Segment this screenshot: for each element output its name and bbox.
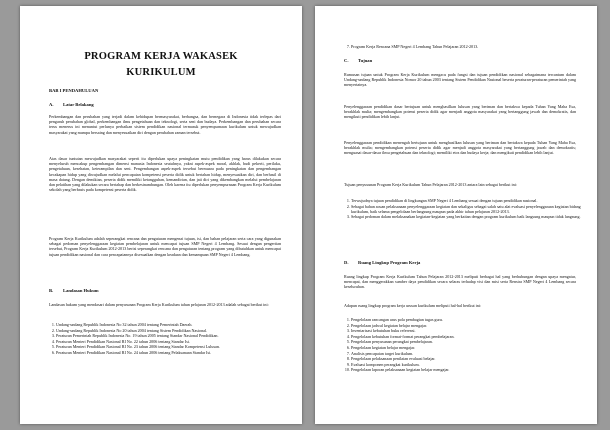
chapter-heading: BAB I PENDAHULUAN [49,88,99,93]
section-heading-landasan-hukum: B. Landasan Hukum [49,288,99,293]
paragraph: Perkembangan dan perubahan yang terjadi dalam kehidupan bermasyarakat, berbangsa, dan bernegara di Indonesia tidak terlepas dari pengaruh perubahan global, perkembangan ilmu pengetahuan dan teknologi, serta seni dan budaya. Perkembangan dan perubahan secara terus menerus ini menuntut perlunya perbaikan sistem pendidikan nasional termasuk penyempurnaan kurikulum untuk mewujudkan masyarakat yang mampu bersaing dan menyesuaikan diri dengan perubahan zaman tersebut. [49,114,281,135]
title-line-2: KURIKULUM [126,67,196,78]
list-item: 3. Sebagai pedoman dalam melaksanakan kegiatan-kegiatan yang berkaitan dengan program kurikulum baik langsung maupun tidak langsung. [351,214,581,219]
section-heading-ruang-lingkup: D. Ruang Lingkup Program Kerja [344,260,421,265]
list-item: 6. Peraturan Menteri Pendidikan Nasional RI No. 24 tahun 2006 tentang Pelaksanaan Standar Isi. [56,350,286,355]
list-item: 1. Undang-undang Republik Indonesia No 32 tahun 2004 tentang Pemerintah Daerah. [56,322,286,327]
title-line-1: PROGRAM KERJA WAKASEK [84,51,238,62]
paragraph: Tujuan penyusunan Program Kerja Kurikulum Tahun Pelajaran 2012-2013 antara lain sebagai berikut ini: [344,182,517,187]
list-item: 4. Peraturan Menteri Pendidikan Nasional RI No. 22 tahun 2006 tentang Standar Isi. [56,339,286,344]
list-item: 7. Program Kerja Rencana SMP Negeri 4 Lembang Tahun Pelajaran 2012-2013. [351,44,581,49]
list-item: 7. Analisis pencapaian target kurikulum. [351,351,581,356]
list-item: 10. Pengelolaan laporan pelaksanaan kegiatan belajar mengajar. [351,367,581,372]
paragraph: Atas dasar tuntutan mewujudkan masyarakat seperti itu diperlukan upaya peningkatan mutu pendidikan yang harus dilakukan secara menyeluruh mencakup pengembangan dimensi manusia Indonesia seutuhnya, yakni aspek-aspek moral, akhlak, budi pekerti, perilaku, pengetahuan, kesehatan, keterampilan dan seni. Pengembangan aspek-aspek tersebut bermuara pada peningkatan dan pengembangan kecakapan hidup yang diwujudkan melalui pencapaian kompetensi peserta didik untuk bertahan hidup, menyesuaikan diri, dan berhasil di masa datang. Dengan demikian, peserta didik memiliki ketangguhan, kemandirian, dan jati diri yang dikembangkan melalui pembelajaran dan pelatihan yang dilakukan secara bertahap dan berkesinambungan. Oleh karena itu diperlukan penyempurnaan Program Kerja Kurikulum sekolah yang berbasis pada kompetensi peserta didik. [49,156,281,193]
goal-list [341,198,581,220]
list-item: 1. Terwujudnya tujuan pendidikan di lingkungan SMP Negeri 4 Lembang sesuai dengan tujuan pendidikan nasional. [351,198,581,203]
law-list-continued [341,44,581,50]
list-item: 4. Pengelolaan kebutuhan format-format perangkat pembelajaran. [351,334,581,339]
list-item: 3. Inventarisasi kebutuhan buku referensi. [351,328,581,333]
list-item: 6. Pengelolaan kegiatan belajar mengajar. [351,345,581,350]
section-heading-latar-belakang: A. Latar Belakang [49,102,94,107]
document-page-2 [315,6,597,424]
document-page-1 [20,6,302,424]
paragraph: Adapun ruang lingkup program kerja urusan kurikulum meliputi hal-hal berikut ini: [344,303,482,308]
paragraph: Ruang lingkup Program Kerja Kurikulum Tahun Pelajaran 2012-2013 meliputi berbagai hal yang berhubungan dengan upaya mengatur, mencapai, dan menggerakkan sumber daya pendidikan secara selaras terhadap visi dan misi serta Renstra SMP Negeri 4 Lembang secara keseluruhan. [344,274,576,290]
list-item: 9. Evaluasi komponen perangkat kurikulum. [351,362,581,367]
paragraph: Program Kerja Kurikulum adalah seperangkat rencana dan pengaturan mengenai tujuan, isi, dan bahan pelajaran serta cara yang digunakan sebagai pedoman penyelenggaraan kegiatan pembelajaran untuk mencapai tujuan SMP Negeri 4 Lembang. Sesuai dengan pengertian tersebut, Program Kerja Kurikulum 2012-2013 berisi seperangkat rencana dan pengaturan tentang program yang dibutuhkan untuk mencapai tujuan pendidikan nasional dan cara pencapaiannya disesuaikan dengan keadaan dan kemampuan SMP Negeri 4 Lembang. [49,236,281,257]
section-heading-tujuan: C. Tujuan [344,58,373,63]
paragraph: Penyelenggaraan pendidikan dasar bertujuan untuk menghasilkan lulusan yang beriman dan bertakwa kepada Tuhan Yang Maha Esa, berakhlak mulia; mengembangkan potensi peserta didik agar menjadi anggota masyarakat yang bertanggung jawab dan demokratis, dan mengikuti pendidikan lebih lanjut. [344,104,576,120]
list-item: 5. Pengelolaan penyusunan perangkat pembelajaran. [351,339,581,344]
list-item: 2. Sebagai bahan acuan pelaksanaan penyelenggaraan kegiatan dan sekaligus sebagai salah satu alat evaluasi penyelenggaraan kegiatan bidang kurikulum, baik selama pengelolaan berlangsung maupun pada akhir tahun pelajaran 2012-2013. [351,204,581,214]
document-title [60,49,262,81]
paragraph: Landasan hukum yang mendasari dalam penyusunan Program Kerja Kurikulum tahun pelajaran 2012-2013 adalah sebagai berikut ini: [49,302,269,307]
list-item: 5. Peraturan Menteri Pendidikan Nasional RI No. 23 tahun 2006 tentang Standar Kompetensi Lulusan. [56,344,286,349]
list-item: 3. Peraturan Pemerintah Republik Indonesia No. 19 tahun 2005 tentang Standar Nasional Pendidikan. [56,333,286,338]
list-item: 1. Pengelolaan rancangan arus pola pembagian tugas guru. [351,317,581,322]
paragraph: Penyelenggaraan pendidikan menengah bertujuan untuk menghasilkan lulusan yang beriman dan bertakwa kepada Tuhan Yang Maha Esa, berakhlak mulia; mengembangkan potensi peserta didik agar menjadi anggota masyarakat yang bertanggung jawab dan demokratis; menguasai dasar-dasar ilmu pengetahuan dan teknologi; memiliki etos dan budaya kerja; dan mengikuti pendidikan lebih lanjut. [344,140,576,156]
scope-list [341,317,581,373]
list-item: 8. Pengelolaan pelaksanaan penilaian evaluasi belajar. [351,356,581,361]
paragraph: Rumusan tujuan untuk Program Kerja Kurikulum mengacu pada fungsi dan tujuan pendidikan nasional sebagaimana tercantum dalam Undang-undang Republik Indonesia Nomor 20 tahun 2003 tentang Sistem Pendidikan Nasional beserta peraturan-peraturan pemerintah yang menyertainya. [344,72,576,88]
law-list [46,322,286,356]
list-item: 2. Pengelolaan jadwal kegiatan belajar mengajar. [351,323,581,328]
list-item: 2. Undang-undang Republik Indonesia No 20 tahun 2004 tentang Sistem Pendidikan Nasional. [56,328,286,333]
